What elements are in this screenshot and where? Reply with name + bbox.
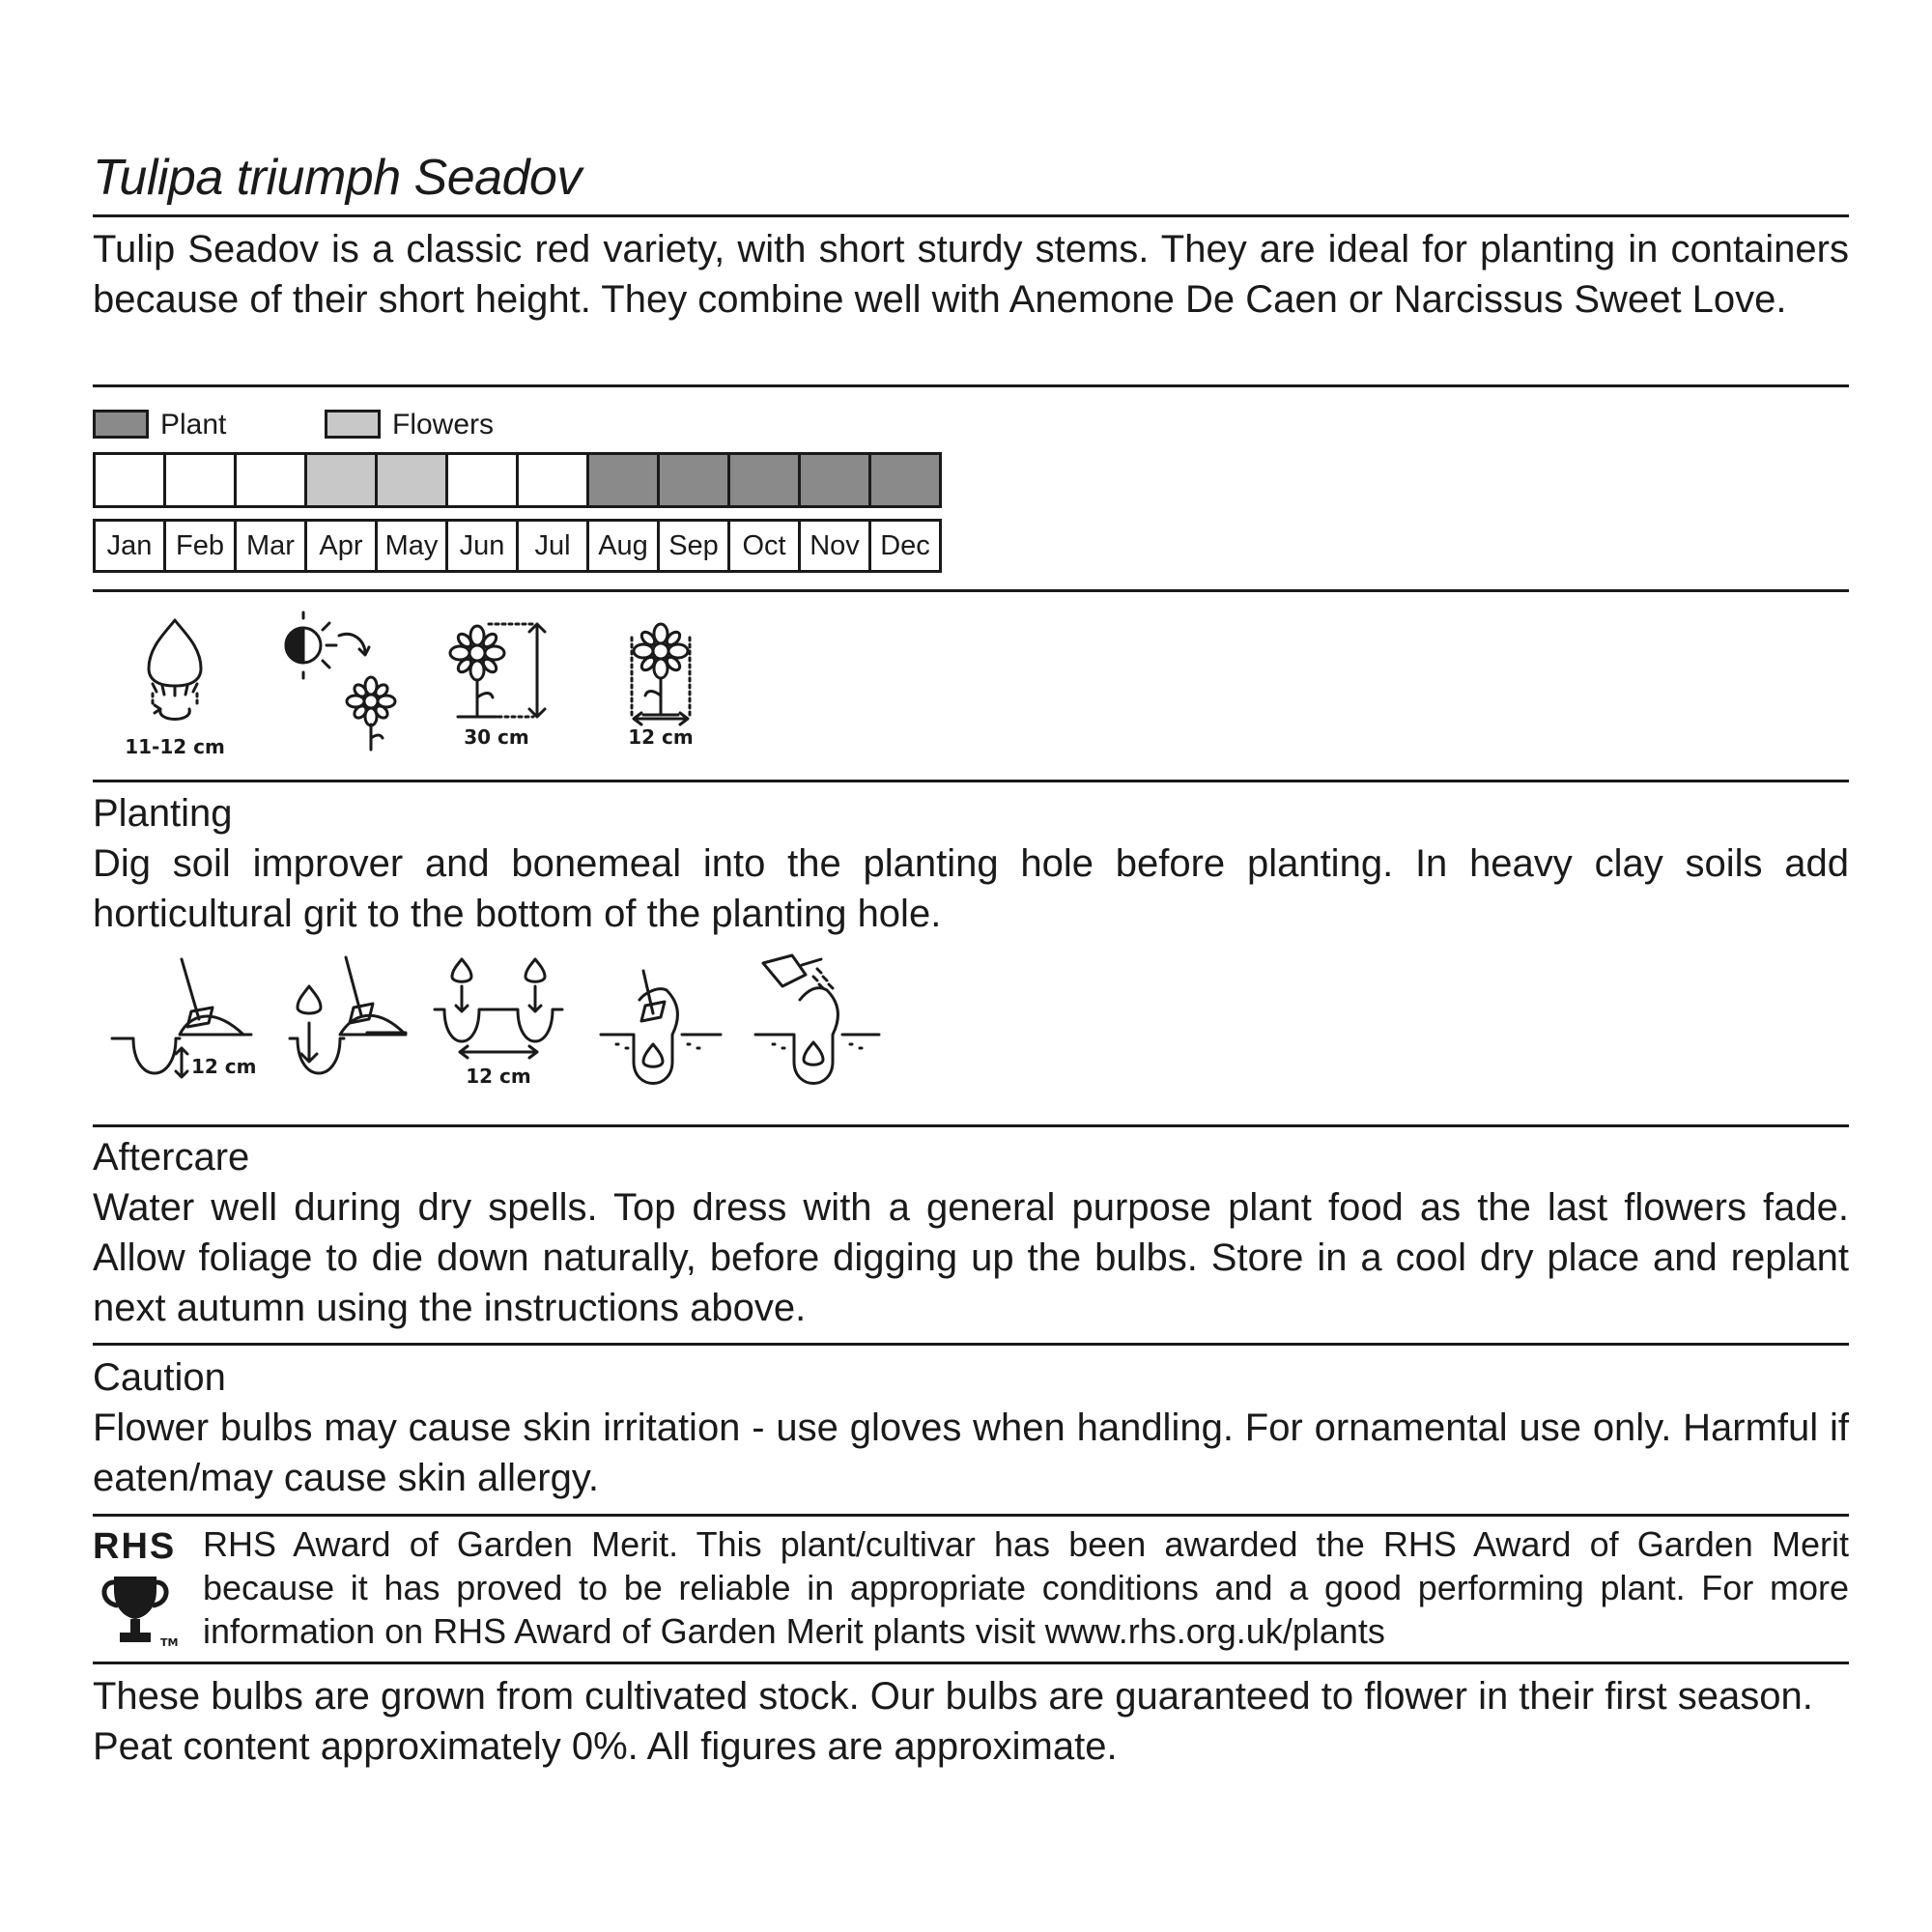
divider [93,1124,1849,1127]
description: Tulip Seadov is a classic red variety, with short sturdy stems. They are ideal for planting in containers because of their short height. They combine well with Anemone De Caen or Narcissus Sweet Love. [93,228,1849,321]
rhs-award-name: RHS Award of Garden Merit [433,1611,864,1651]
month-label: Mar [234,519,307,573]
calendar-cell-mar [234,452,307,508]
month-label: Jul [516,519,589,573]
bulb-spacing-icon [435,959,562,1058]
caution-heading: Caution [93,1356,226,1399]
calendar-cell-aug [586,452,660,508]
legend-flowers-swatch [325,410,381,439]
legend-plant-swatch [93,410,149,439]
place-bulb-icon [290,957,406,1073]
month-label: May [375,519,448,573]
sun-partial-shade-icon [286,612,369,678]
legend-flowers-label: Flowers [392,409,495,440]
month-label: Apr [304,519,378,573]
calendar-cell-jan [93,452,166,508]
planting-depth-step-label: 12 cm [191,1055,257,1078]
divider [93,780,1849,782]
calendar-cell-feb [163,452,237,508]
trademark-mark: TM [160,1636,179,1649]
month-label: Jun [445,519,519,573]
height-icon [450,624,545,717]
legend-plant-label: Plant [160,409,227,440]
rhs-award-body: This plant/cultivar has been awarded the RHS Award of Garden Merit because it has proved to be reliable in appropriate conditions and a good performing plant. For more information on [203,1524,1849,1651]
planting-spacing-step-label: 12 cm [466,1065,531,1088]
height-label: 30 cm [464,725,529,749]
calendar-month-labels [93,519,939,573]
rhs-url-link[interactable]: www.rhs.org.uk/plants [1044,1611,1385,1651]
aftercare-text: Water well during dry spells. Top dress with a general purpose plant food as the last flowers fade. Allow foliage to die down naturally, before digging up the bulbs. Store in a cool dry place and replant next autumn using the instructions above. [93,1186,1849,1329]
calendar-cell-may [375,452,448,508]
spacing-icon [632,624,690,724]
month-label: Feb [163,519,237,573]
spacing-label: 12 cm [628,725,694,749]
planting-heading: Planting [93,792,233,835]
divider [93,384,1849,387]
month-label: Nov [798,519,871,573]
trophy-icon [97,1573,184,1650]
cover-bulb-icon [601,971,721,1084]
aftercare-heading: Aftercare [93,1136,250,1179]
planting-depth-label: 11-12 cm [125,735,225,758]
divider [93,589,1849,592]
divider [93,214,1849,217]
rhs-award-text [203,1522,1849,1653]
calendar-cell-dec [868,452,942,508]
page-title: Tulipa triumph Seadov [93,150,582,206]
water-bulb-icon [755,955,879,1084]
calendar-cell-oct [727,452,801,508]
rhs-logo: RHS [93,1526,177,1567]
calendar-cell-jul [516,452,589,508]
rhs-award-body-2: plants visit [863,1611,1045,1651]
divider [93,1343,1849,1346]
flower-icon [347,677,395,750]
planting-text: Dig soil improver and bonemeal into the planting hole before planting. In heavy clay soils add horticultural grit to the bottom of the planting hole. [93,842,1849,935]
month-label: Oct [727,519,801,573]
divider [93,1662,1849,1664]
month-label: Sep [657,519,730,573]
planting-steps-diagram [106,952,898,1096]
rhs-award-lead: RHS Award of Garden Merit. [203,1524,679,1564]
calendar-cell-apr [304,452,378,508]
calendar-cell-jun [445,452,519,508]
bulb-depth-icon [149,620,201,720]
calendar-cell-nov [798,452,871,508]
plant-info-icons [93,609,769,773]
calendar-bar [93,452,939,508]
month-label: Dec [868,519,942,573]
month-label: Aug [586,519,660,573]
footer-text: These bulbs are grown from cultivated stock. Our bulbs are guaranteed to flower in their first season. Peat content approximately 0%. All figures are approximate. [93,1675,1813,1768]
divider [93,1514,1849,1517]
caution-text: Flower bulbs may cause skin irritation - use gloves when handling. For ornamental use only. Harmful if eaten/may cause skin allergy. [93,1406,1849,1499]
calendar-cell-sep [657,452,730,508]
month-label: Jan [93,519,166,573]
